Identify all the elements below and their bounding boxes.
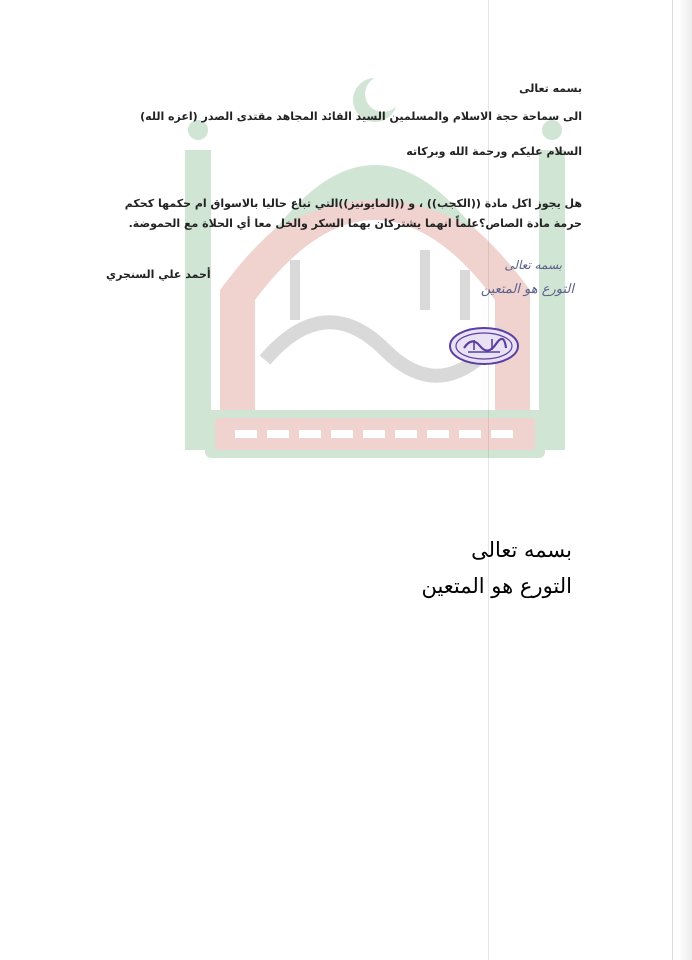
page-edge-shadow bbox=[678, 0, 692, 960]
handwritten-reply-line2: التورع هو المتعين bbox=[480, 282, 574, 297]
typed-answer-line2: التورع هو المتعين bbox=[421, 574, 572, 598]
letter-heading: بسمه تعالى bbox=[519, 82, 582, 95]
page-fold-line bbox=[672, 0, 673, 960]
letter-addressee: الى سماحة حجة الاسلام والمسلمين السيد القائد المجاهد مقتدى الصدر (اعزه الله) bbox=[140, 110, 582, 123]
letter-greeting: السلام عليكم ورحمة الله وبركاته bbox=[406, 145, 582, 158]
handwritten-reply-line1: بسمه تعالى bbox=[504, 258, 562, 272]
letter-sender: أحمد علي السنجري bbox=[106, 268, 211, 281]
typed-answer-line1: بسمه تعالى bbox=[471, 538, 572, 562]
official-seal bbox=[448, 326, 520, 366]
handwritten-reply bbox=[440, 258, 580, 308]
letter-question: هل يجوز اكل مادة ((الكجب)) ، و ((المايونيز))التي تباع حاليا بالاسواق ام حكمها كحكم حرمة مادة الصاص؟علماً انهما يشتركان بهما السكر والخل معا أي الحلاة مع الحموضة. bbox=[124, 197, 582, 230]
